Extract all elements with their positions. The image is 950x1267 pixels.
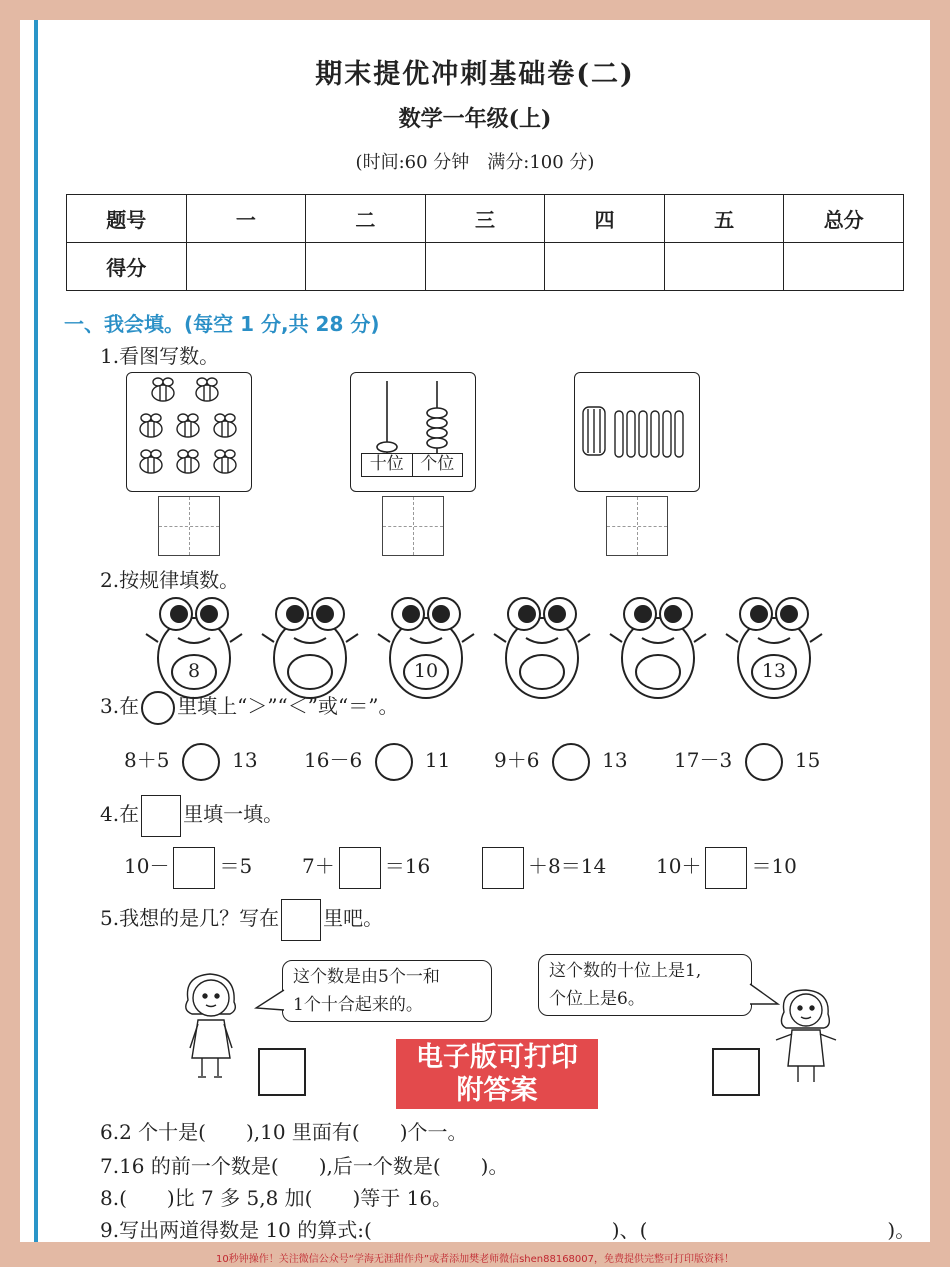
frog-answer-blank[interactable]	[288, 660, 332, 684]
speech-bubble-left	[282, 960, 492, 1022]
score-table	[66, 194, 904, 291]
bubble-line: 个位上是6。	[549, 989, 645, 1009]
frog-number: 8	[187, 660, 201, 682]
question-3-prompt	[100, 688, 398, 725]
compare-left: 16－6	[304, 748, 363, 772]
fill-before: 10－	[124, 854, 170, 878]
frog-figure	[724, 592, 824, 702]
fill-after: ＋8＝14	[528, 854, 607, 878]
worksheet-page	[20, 20, 930, 1242]
question-6: 6.2 个十是( ),10 里面有( )个一。	[100, 1120, 468, 1144]
question-9: 9.写出两道得数是 10 的算式:( )、( )。	[100, 1218, 916, 1242]
fill-after: ＝5	[219, 854, 253, 878]
page-title: 期末提优冲刺基础卷(二)	[315, 59, 635, 90]
answer-grid[interactable]	[382, 496, 444, 556]
frog-icon	[492, 592, 592, 702]
square-icon	[281, 899, 321, 941]
prompt-text: 4.在	[100, 802, 140, 826]
frog-figure	[376, 592, 476, 702]
fill-before: 7＋	[302, 854, 335, 878]
fill-item	[478, 844, 606, 889]
sticks-picture	[574, 372, 700, 492]
speech-bubble-right	[538, 954, 752, 1016]
frog-figure	[144, 592, 244, 702]
section-heading: 一、我会填。(每空 1 分,共 28 分)	[64, 312, 380, 336]
fill-box-input[interactable]	[339, 847, 381, 889]
frog-figure	[608, 592, 708, 702]
compare-circle-input[interactable]	[552, 743, 590, 781]
girl-right-icon	[770, 986, 842, 1090]
prompt-text: 里填一填。	[183, 802, 284, 826]
frog-icon	[376, 592, 476, 702]
compare-left: 8＋5	[124, 748, 170, 772]
score-table-cell: 五	[664, 195, 784, 243]
bubble-line: 1个十合起来的。	[293, 995, 423, 1015]
score-table-cell: 一	[186, 195, 306, 243]
question-1-prompt: 1.看图写数。	[100, 344, 220, 368]
compare-item	[124, 740, 258, 781]
answer-grid[interactable]	[158, 496, 220, 556]
frog-answer-blank[interactable]	[520, 660, 564, 684]
score-table-cell: 二	[306, 195, 426, 243]
score-input-cell[interactable]	[425, 243, 545, 291]
bubble-line: 这个数的十位上是1,	[549, 961, 702, 981]
fill-item	[302, 844, 430, 889]
prompt-text: 里填上“＞”“＜”或“＝”。	[177, 694, 399, 718]
score-table-cell: 题号	[67, 195, 187, 243]
score-table-header-row	[67, 195, 904, 243]
question-8: 8.( )比 7 多 5,8 加( )等于 16。	[100, 1186, 453, 1210]
abacus-picture	[350, 372, 476, 492]
compare-circle-input[interactable]	[745, 743, 783, 781]
fill-after: ＝10	[751, 854, 797, 878]
frog-icon	[144, 592, 244, 702]
prompt-text: 3.在	[100, 694, 140, 718]
question-7: 7.16 的前一个数是( ),后一个数是( )。	[100, 1154, 509, 1178]
compare-circle-input[interactable]	[375, 743, 413, 781]
answer-grid[interactable]	[606, 496, 668, 556]
compare-right: 13	[602, 748, 628, 772]
page-subtitle: 数学一年级(上)	[398, 106, 552, 132]
score-table-cell: 总分	[784, 195, 904, 243]
question-4-prompt	[100, 792, 283, 837]
compare-circle-input[interactable]	[182, 743, 220, 781]
abacus-icon	[351, 373, 473, 453]
score-input-cell[interactable]	[306, 243, 426, 291]
frog-number: 10	[413, 660, 439, 682]
score-input-cell[interactable]	[784, 243, 904, 291]
promo-badge	[396, 1039, 598, 1109]
fill-box-input[interactable]	[173, 847, 215, 889]
frog-number: 13	[761, 660, 787, 682]
score-input-cell[interactable]	[664, 243, 784, 291]
compare-left: 17－3	[674, 748, 733, 772]
compare-right: 15	[794, 748, 821, 772]
fill-box-input[interactable]	[705, 847, 747, 889]
ones-label: 个位	[420, 454, 455, 474]
frog-figure	[492, 592, 592, 702]
bubble-line: 这个数是由5个一和	[293, 967, 440, 987]
compare-right: 11	[424, 748, 451, 772]
score-input-cell[interactable]	[186, 243, 306, 291]
square-icon	[141, 795, 181, 837]
bubble-tail	[254, 988, 286, 1012]
bees-picture	[126, 372, 252, 492]
counting-sticks-icon	[575, 373, 697, 489]
question-2-prompt: 2.按规律填数。	[100, 568, 240, 592]
score-input-cell[interactable]	[545, 243, 665, 291]
exam-meta: (时间:60 分钟 满分:100 分)	[355, 152, 595, 173]
badge-line: 附答案	[456, 1075, 538, 1106]
fill-after: ＝16	[384, 854, 431, 878]
fill-box-input[interactable]	[482, 847, 524, 889]
fill-item	[124, 844, 252, 889]
score-table-cell: 得分	[67, 243, 187, 291]
circle-icon	[141, 691, 175, 725]
compare-left: 9＋6	[494, 748, 540, 772]
frog-answer-blank[interactable]	[636, 660, 680, 684]
bee-icon	[127, 373, 249, 489]
question-5-prompt	[100, 896, 383, 941]
margin-rule	[34, 20, 38, 1242]
answer-box-left[interactable]	[258, 1048, 306, 1096]
compare-right: 13	[232, 748, 258, 772]
compare-item	[674, 740, 820, 781]
girl-left-icon	[178, 970, 250, 1086]
badge-line: 电子版可打印	[416, 1042, 578, 1073]
frog-icon	[608, 592, 708, 702]
footer-notice: 10秒钟操作！关注微信公众号“学海无涯甜作舟”或者添加樊老师微信shen88168007，免费提供完整可打印版资料！	[215, 1254, 735, 1265]
frog-icon	[260, 592, 360, 702]
tens-label: 十位	[362, 454, 413, 476]
fill-item	[656, 844, 797, 889]
score-table-cell: 四	[545, 195, 665, 243]
score-table-cell: 三	[425, 195, 545, 243]
frog-figure	[260, 592, 360, 702]
prompt-text: 5.我想的是几？写在	[100, 906, 280, 930]
answer-box-right[interactable]	[712, 1048, 760, 1096]
fill-before: 10＋	[656, 854, 702, 878]
frog-icon	[724, 592, 824, 702]
score-table-score-row	[67, 243, 904, 291]
compare-item	[494, 740, 628, 781]
abacus-base	[361, 453, 463, 477]
prompt-text: 里吧。	[323, 906, 384, 930]
compare-item	[304, 740, 450, 781]
